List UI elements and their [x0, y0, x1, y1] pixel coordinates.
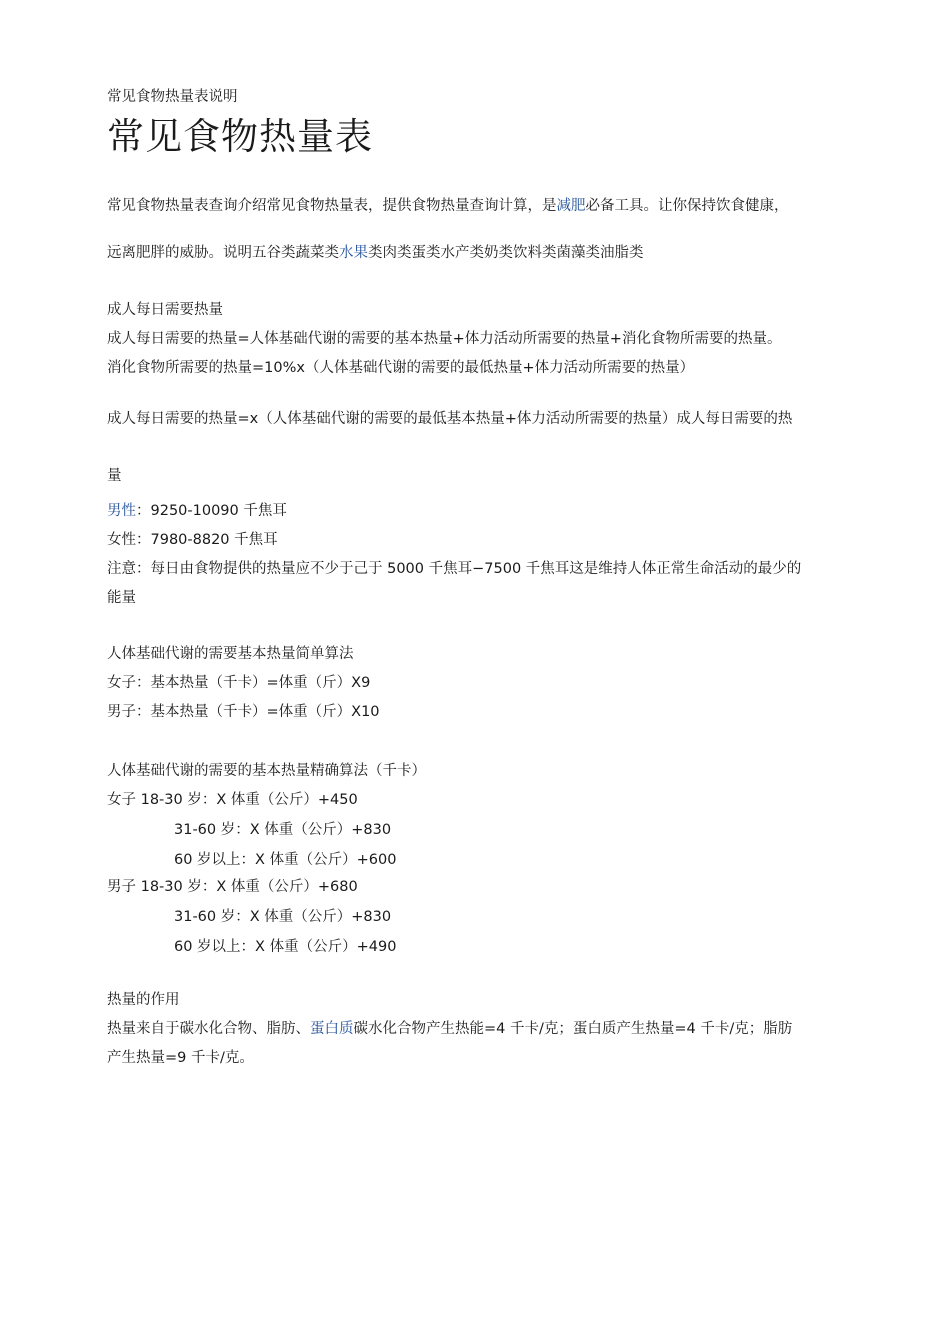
daily-formula-3: 成人每日需要的热量=x（人体基础代谢的需要的最低基本热量+体力活动所需要的热量）成人每日需要的热: [107, 411, 793, 427]
simple-female: 女子：基本热量（千卡）=体重（斤）X9: [107, 675, 371, 691]
section-heading-precise: 人体基础代谢的需要的基本热量精确算法（千卡）: [107, 763, 426, 779]
male-value: ：9250-10090 千焦耳: [136, 503, 287, 519]
link-male[interactable]: 男性: [107, 503, 136, 519]
precise-male-60-plus: 60 岁以上：X 体重（公斤）+490: [174, 939, 397, 955]
note-line-1: 注意：每日由食物提供的热量应不少于己于 5000 千焦耳−7500 千焦耳这是维持人体正常生命活动的最少的: [107, 561, 802, 577]
precise-female-18-30: 女子 18-30 岁：X 体重（公斤）+450: [107, 792, 358, 808]
role-text: 热量来自于碳水化合物、脂肪、: [107, 1021, 310, 1037]
daily-formula-1: 成人每日需要的热量=人体基础代谢的需要的基本热量+体力活动所需要的热量+消化食物所需要的热量。: [107, 331, 782, 347]
precise-female-31-60: 31-60 岁：X 体重（公斤）+830: [174, 822, 392, 838]
note-line-2: 能量: [107, 590, 136, 606]
intro-text: 必备工具。让你保持饮食健康，: [585, 198, 789, 214]
daily-formula-2: 消化食物所需要的热量=10%x（人体基础代谢的需要的最低热量+体力活动所需要的热量）: [107, 360, 695, 376]
section-heading-role: 热量的作用: [107, 992, 180, 1008]
section-heading-daily: 成人每日需要热量: [107, 302, 223, 318]
link-protein[interactable]: 蛋白质: [310, 1021, 354, 1037]
link-fruit[interactable]: 水果: [339, 245, 368, 261]
section-heading-simple: 人体基础代谢的需要基本热量简单算法: [107, 646, 354, 662]
simple-male: 男子：基本热量（千卡）=体重（斤）X10: [107, 704, 380, 720]
precise-male-31-60: 31-60 岁：X 体重（公斤）+830: [174, 909, 392, 925]
male-requirement: [107, 501, 287, 521]
daily-formula-3-cont: 量: [107, 468, 122, 484]
intro-line-2: [107, 243, 644, 263]
intro-text: 类肉类蛋类水产类奶类饮料类菌藻类油脂类: [368, 245, 644, 261]
precise-female-60-plus: 60 岁以上：X 体重（公斤）+600: [174, 852, 397, 868]
doc-subtitle: 常见食物热量表说明: [107, 89, 238, 105]
intro-line-1: [107, 196, 789, 216]
precise-male-18-30: 男子 18-30 岁：X 体重（公斤）+680: [107, 879, 358, 895]
role-line-2: 产生热量=9 千卡/克。: [107, 1050, 254, 1066]
role-line-1: [107, 1019, 792, 1039]
role-text: 碳水化合物产生热能=4 千卡/克；蛋白质产生热量=4 千卡/克；脂肪: [353, 1021, 793, 1037]
intro-text: 远离肥胖的威胁。说明五谷类蔬菜类: [107, 245, 339, 261]
female-requirement: 女性：7980-8820 千焦耳: [107, 532, 278, 548]
link-weight-loss[interactable]: 减肥: [556, 198, 586, 214]
doc-title: 常见食物热量表: [107, 115, 373, 158]
intro-text: 常见食物热量表查询介绍常见食物热量表，提供食物热量查询计算，是: [107, 198, 557, 214]
